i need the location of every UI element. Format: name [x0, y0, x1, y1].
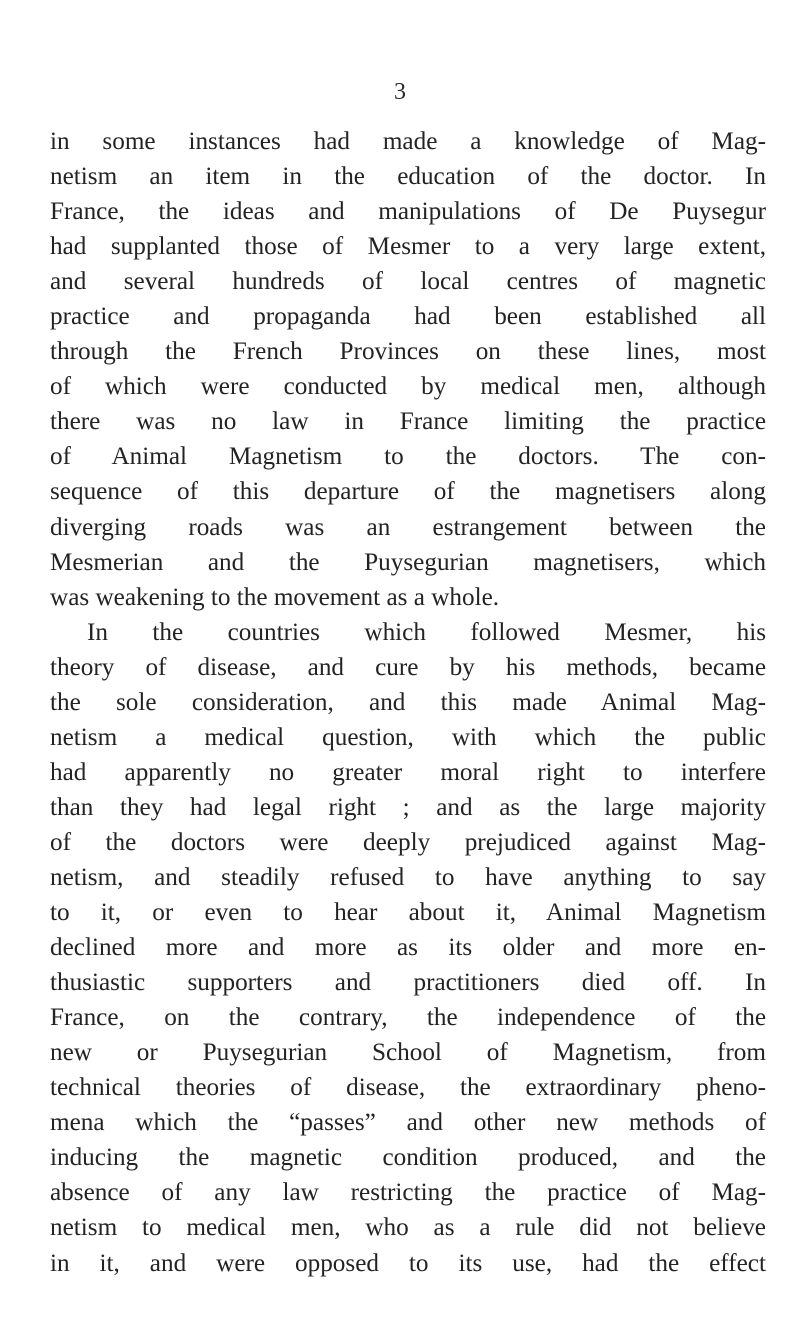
text-line: to it, or even to hear about it, Animal Magnetism [50, 899, 766, 927]
text-line: absence of any law restricting the practice of Mag- [50, 1179, 766, 1207]
text-line: of Animal Magnetism to the doctors. The con- [50, 443, 766, 471]
text-line: sequence of this departure of the magnetisers along [50, 478, 766, 506]
text-line: France, on the contrary, the independence of the [50, 1004, 766, 1032]
text-line: there was no law in France limiting the practice [50, 408, 766, 436]
text-line: mena which the “passes” and other new methods of [50, 1109, 766, 1137]
body-text [50, 124, 766, 1281]
text-line: diverging roads was an estrangement between the [50, 513, 766, 541]
text-line: of which were conducted by medical men, although [50, 373, 766, 401]
text-line: than they had legal right ; and as the large majority [50, 793, 766, 821]
text-line: through the French Provinces on these lines, most [50, 338, 766, 366]
text-line: had supplanted those of Mesmer to a very large extent, [50, 233, 766, 261]
text-line: netism, and steadily refused to have anything to say [50, 863, 766, 891]
text-line: netism to medical men, who as a rule did not believe [50, 1214, 766, 1242]
text-line: Mesmerian and the Puysegurian magnetisers, which [50, 548, 766, 576]
paragraph-start-line: In the countries which followed Mesmer, his [87, 618, 766, 646]
text-line: had apparently no greater moral right to interfere [50, 758, 766, 786]
text-line: France, the ideas and manipulations of De Puysegur [50, 198, 766, 226]
text-line: in some instances had made a knowledge of Mag- [50, 128, 766, 155]
text-line: in it, and were opposed to its use, had the effect [50, 1249, 766, 1277]
paragraph-end-line: was weakening to the movement as a whole. [50, 583, 500, 611]
text-line: new or Puysegurian School of Magnetism, from [50, 1039, 766, 1067]
text-line: theory of disease, and cure by his methods, became [50, 653, 766, 681]
text-line: the sole consideration, and this made Animal Mag- [50, 688, 766, 716]
text-line: inducing the magnetic condition produced, and the [50, 1144, 766, 1172]
text-line: practice and propaganda had been established all [50, 303, 766, 331]
page-number: 3 [394, 79, 406, 105]
text-line: and several hundreds of local centres of magnetic [50, 268, 766, 296]
text-line: of the doctors were deeply prejudiced against Mag- [50, 828, 766, 856]
text-line: declined more and more as its older and more en- [50, 934, 766, 962]
text-line: netism an item in the education of the doctor. In [50, 163, 766, 191]
text-line: netism a medical question, with which the public [50, 723, 766, 751]
text-line: thusiastic supporters and practitioners died off. In [50, 969, 766, 997]
text-line: technical theories of disease, the extraordinary pheno- [50, 1074, 766, 1102]
